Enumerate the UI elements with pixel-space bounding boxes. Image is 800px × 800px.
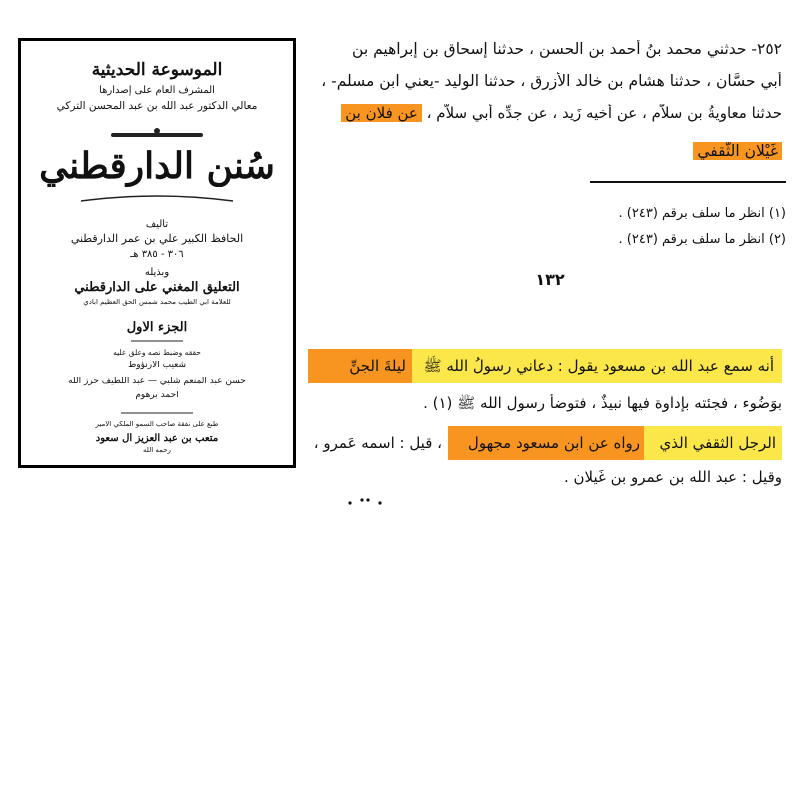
cover-volume: الجزء الأول — [126, 321, 188, 335]
hadith-line-1-text: ٢٥٢- حدثني محمد بنُ أحمد بن الحسن ، حدثنا إسحاق بن إبراهيم بن — [352, 40, 782, 58]
hadith-line-2 — [308, 72, 782, 90]
excerpt-line-4: وقيل : عبد الله بن عمرو بن غَيلان . — [563, 468, 782, 486]
cover-years: ٣٠٦ - ٣٨٥ هـ — [130, 249, 184, 260]
hadith-line-4 — [560, 142, 782, 160]
highlight-yellow-segment-1: أنه سمع عبد الله بن مسعود يقول : دعاني رسولُ الله ﷺ — [412, 349, 782, 383]
hadith-line-1 — [308, 40, 782, 58]
hadith-line-3 — [304, 104, 782, 122]
cover-author: الحافظ الكبير علي بن عمر الدارقطني — [70, 233, 244, 245]
footnote-divider — [590, 181, 786, 183]
footnote-2: (٢) انظر ما سلف برقم (٢٤٣) . — [618, 232, 786, 247]
highlight-narrator-start: عن فلان بن — [341, 104, 422, 122]
cover-title: سُنن الدارقطني — [39, 147, 275, 187]
cover-editor-1: شعيب الأرنؤوط — [127, 361, 187, 370]
cover-supervision: المشرف العام على إصدارها — [99, 85, 215, 96]
cutoff-text-marks — [340, 494, 400, 508]
cover-editors-label: حققه وضبط نصه وعلق عليه — [113, 349, 201, 357]
hadith-line-2-text: أبي حسَّان ، حدثنا هشام بن خالد الأزرق ، حدثنا الوليد -يعني ابن مسلم- ، — [321, 72, 782, 90]
cover-publisher-note2: رحمه الله — [143, 447, 171, 454]
cover-with-label: وبذيله — [144, 267, 170, 278]
footnote-1: (١) انظر ما سلف برقم (٢٤٣) . — [618, 206, 786, 221]
excerpt-line-3-rest: ، قيل : اسمه عَمرو ، — [313, 434, 442, 452]
cover-author-label: تأليف — [145, 219, 169, 230]
cover-publisher-name: متعب بن عبد العزيز آل سعود — [95, 433, 219, 444]
cover-supervisor: معالي الدكتور عبد الله بن عبد المحسن التركي — [56, 101, 258, 112]
cover-editor-3: أحمد برهوم — [135, 391, 179, 400]
cover-taliq: التعليق المغني على الدارقطني — [74, 281, 240, 295]
highlight-yellow-segment-2: الرجل الثقفي الذي — [644, 426, 782, 460]
highlight-orange-segment-1: ليلةَ الجنِّ — [308, 349, 412, 383]
highlight-narrator-end: غَيْلان الثَّقفي — [693, 142, 782, 160]
page-number: ١٣٢ — [535, 270, 565, 289]
book-cover-image — [18, 38, 296, 468]
cover-series: الموسوعة الحديثية — [91, 61, 223, 80]
cover-taliq-by: للعلامة أبي الطيب محمد شمس الحق العظيم آبادي — [83, 299, 231, 306]
excerpt-line-3 — [308, 426, 782, 460]
cover-editor-2: حسن عبد المنعم شلبي — عبد اللطيف حرز الله — [68, 377, 246, 386]
excerpt-line-1 — [308, 349, 782, 383]
excerpt-line-2: بوَضُوء ، فجئته بإداوة فيها نبيذٌ ، فتوضأ رسول الله ﷺ (١) . — [423, 394, 782, 412]
hadith-line-3-text: حدثنا معاويةُ بن سلاَّم ، عن أخيه زَيد ، عن جدِّه أبي سلاَّم ، — [426, 104, 782, 122]
highlight-orange-segment-2: رواه عن ابن مسعود مجهول — [448, 426, 644, 460]
cover-publisher-note: طبع على نفقة صاحب السمو الملكي الأمير — [95, 421, 219, 428]
